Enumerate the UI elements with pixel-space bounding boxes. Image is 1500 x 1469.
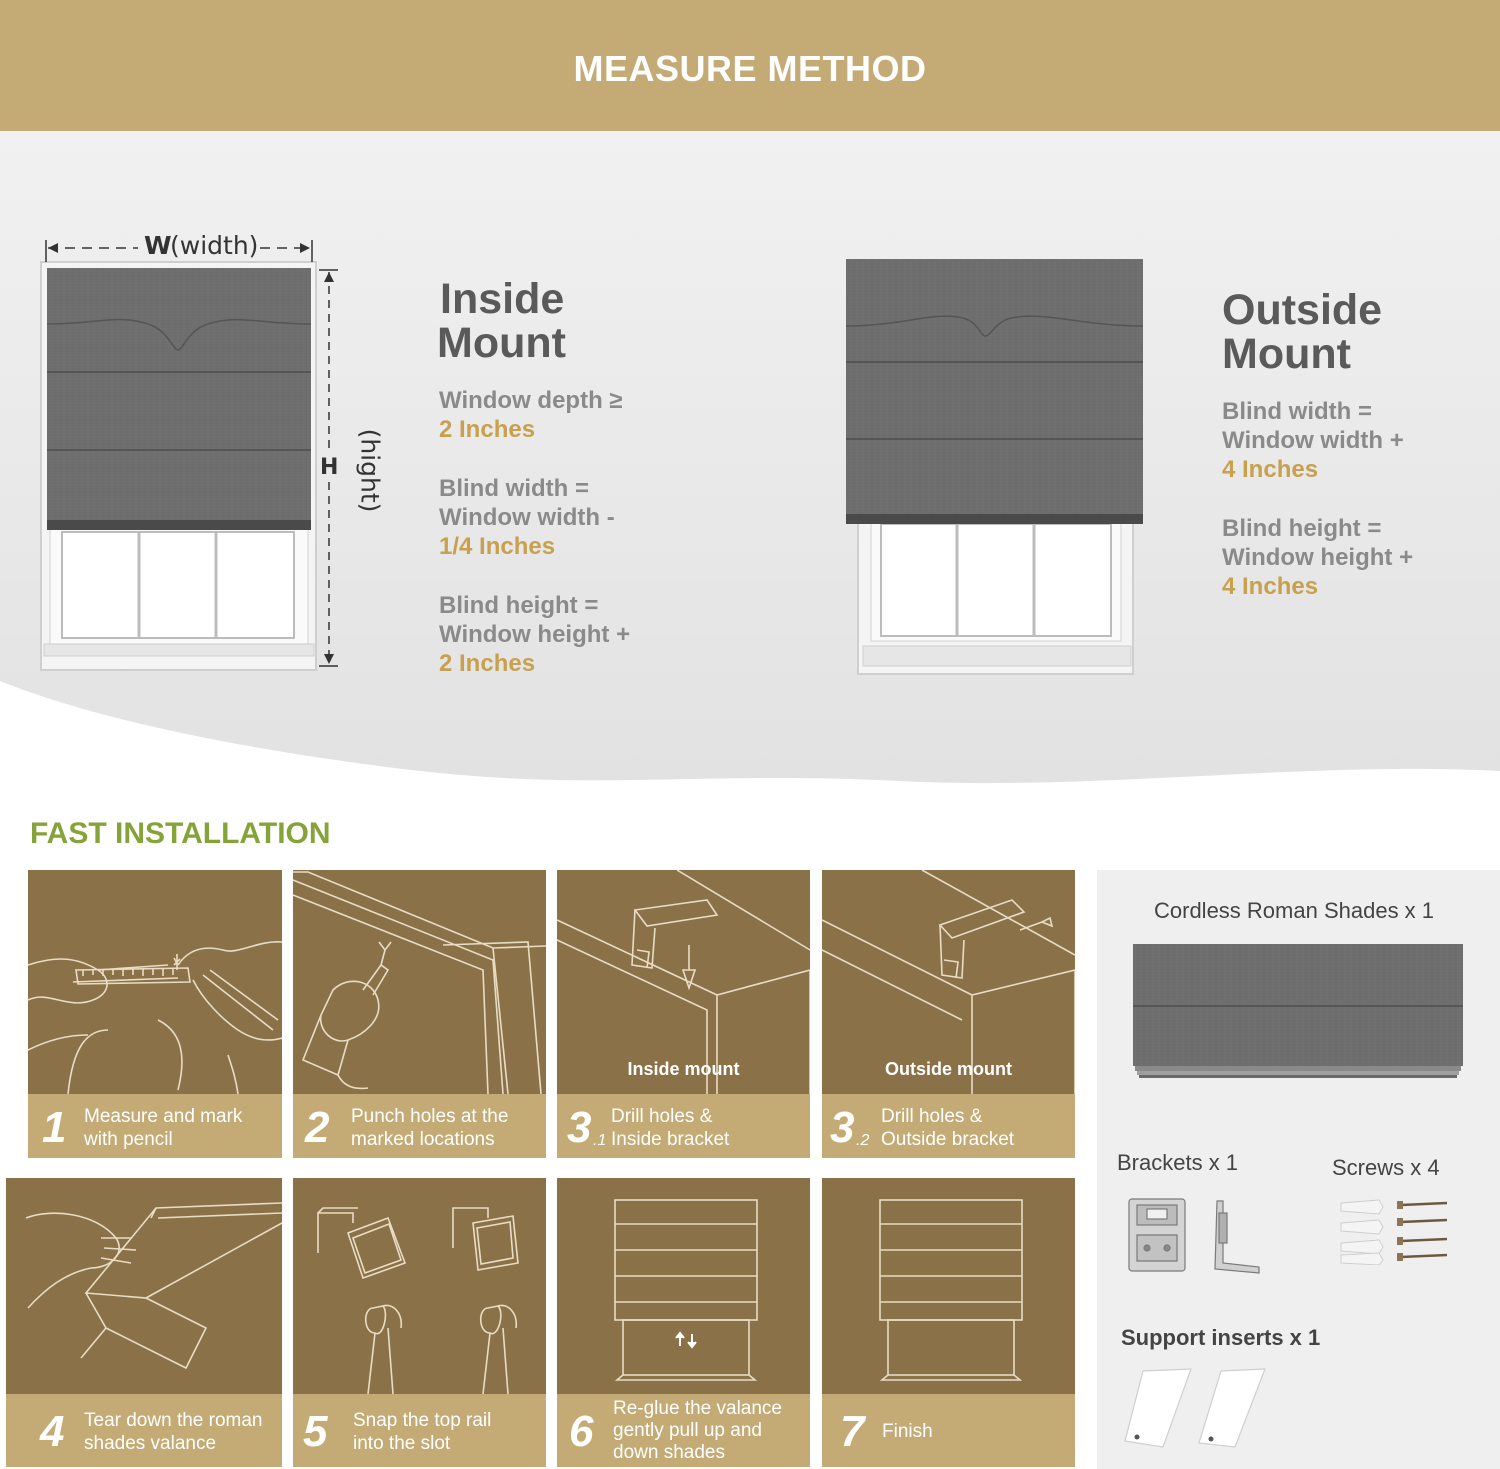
step-text-line: Drill holes &: [881, 1106, 983, 1127]
step-text-line: marked locations: [351, 1129, 495, 1150]
rule-text: Window height +: [1222, 544, 1414, 571]
step-text-line: Tear down the roman: [84, 1410, 263, 1431]
step-6-tile: [557, 1178, 810, 1467]
step-text: [84, 1105, 242, 1151]
step-5-illustration: [293, 1178, 546, 1394]
support-inserts-image: [1123, 1365, 1283, 1455]
step-1-caption: [28, 1094, 282, 1158]
rule-text: Window width -: [439, 504, 615, 531]
step-number: 1: [42, 1103, 67, 1152]
step-text-line: with pencil: [84, 1129, 173, 1150]
step-3-2-tile: [822, 870, 1075, 1158]
step-3-1-tile: [557, 870, 810, 1158]
step-number: 6: [569, 1407, 594, 1456]
rule-text: Window height +: [439, 621, 631, 648]
step-text: [84, 1409, 263, 1455]
step-text-line: Measure and mark: [84, 1106, 243, 1127]
rule-text: Blind height =: [1222, 515, 1382, 542]
header-band: [0, 0, 1500, 131]
brackets-count-label: Brackets x 1: [1117, 1150, 1239, 1175]
roman-shade-image: [1133, 944, 1465, 1084]
step-text: [613, 1398, 782, 1464]
step-4-tile: [6, 1178, 282, 1467]
outside-mount-title-line1: Outside: [1222, 286, 1383, 334]
package-contents-panel: [1097, 870, 1500, 1469]
step-7-tile: [822, 1178, 1075, 1467]
step-1-tile: [28, 870, 282, 1158]
step-text-line: gently pull up and: [613, 1420, 762, 1441]
step-text-line: Snap the top rail: [353, 1410, 492, 1431]
step-text-line: Outside bracket: [881, 1129, 1015, 1150]
outside-rule-height: [1222, 514, 1413, 601]
inside-rule-width: [439, 474, 615, 561]
step-number: 3: [567, 1103, 592, 1152]
rule-text: Window width +: [1222, 427, 1404, 454]
step-number: 7: [840, 1407, 865, 1456]
screws-image: [1339, 1195, 1451, 1265]
inside-mount-tag: Inside mount: [627, 1059, 740, 1079]
inside-mount-title-line1: Inside: [440, 275, 565, 323]
step-number: 2: [305, 1103, 330, 1152]
rule-value: 1/4 Inches: [439, 533, 556, 560]
step-text: [353, 1409, 491, 1455]
step-7-caption: [822, 1394, 1075, 1467]
outside-mount-title-line2: Mount: [1222, 330, 1351, 378]
fast-installation-title: FAST INSTALLATION: [30, 817, 331, 850]
step-text-line: Punch holes at the: [351, 1106, 509, 1127]
step-2-caption: [293, 1094, 546, 1158]
height-label: H: [320, 455, 339, 480]
step-3-2-caption: [822, 1094, 1075, 1158]
outside-mount-title: [1222, 288, 1382, 376]
height-sub-label: (hight): [355, 428, 385, 513]
rule-value: 2 Inches: [439, 650, 536, 677]
screws-count-label: Screws x 4: [1332, 1155, 1440, 1180]
step-number: 3: [830, 1103, 855, 1152]
step-text-line: Re-glue the valance: [613, 1398, 782, 1419]
step-3-1-caption: [557, 1094, 810, 1158]
rule-text: Window depth ≥: [439, 387, 623, 414]
step-number: 5: [303, 1407, 328, 1456]
width-sub-label: (width): [170, 231, 259, 260]
step-2-tile: [293, 870, 546, 1158]
inside-mount-title: [437, 275, 566, 367]
step-2-illustration: [293, 870, 546, 1094]
step-4-illustration: [6, 1178, 282, 1394]
step-text: [611, 1105, 729, 1151]
step-text-line: shades valance: [84, 1433, 217, 1454]
inserts-count-label: Support inserts x 1: [1121, 1325, 1321, 1350]
step-text-line: into the slot: [353, 1433, 451, 1454]
step-text-line: Inside bracket: [611, 1129, 730, 1150]
rule-text: Blind height =: [439, 592, 599, 619]
shades-count-label: Cordless Roman Shades x 1: [1154, 898, 1435, 923]
rule-text: Blind width =: [439, 475, 589, 502]
outside-mount-tag: Outside mount: [885, 1059, 1012, 1079]
rule-value: 4 Inches: [1222, 456, 1319, 483]
step-number: 4: [40, 1407, 65, 1456]
page-title: MEASURE METHOD: [573, 48, 927, 89]
step-6-illustration: [557, 1178, 810, 1394]
step-text-line: Finish: [882, 1421, 933, 1442]
width-label: W: [144, 231, 172, 260]
step-5-caption: [293, 1394, 546, 1467]
step-5-tile: [293, 1178, 546, 1467]
step-text: [881, 1105, 1014, 1151]
outside-rule-width: [1222, 397, 1404, 484]
step-1-illustration: [28, 870, 282, 1094]
rule-value: 2 Inches: [439, 416, 536, 443]
step-text-line: down shades: [613, 1442, 725, 1463]
inside-rule-depth: [439, 386, 623, 444]
inside-mount-title-line2: Mount: [437, 319, 566, 367]
step-text: [351, 1105, 508, 1151]
rule-text: Blind width =: [1222, 398, 1372, 425]
step-sub-number: .2: [856, 1132, 870, 1149]
step-sub-number: .1: [593, 1132, 607, 1149]
inside-rule-height: [439, 591, 630, 678]
step-4-caption: [6, 1394, 282, 1467]
brackets-image: [1127, 1195, 1267, 1277]
rule-value: 4 Inches: [1222, 573, 1319, 600]
outside-mount-illustration: [843, 256, 1148, 681]
step-text-line: Drill holes &: [611, 1106, 713, 1127]
step-6-caption: [557, 1394, 810, 1467]
step-text: [882, 1420, 933, 1443]
step-7-illustration: [822, 1178, 1075, 1394]
